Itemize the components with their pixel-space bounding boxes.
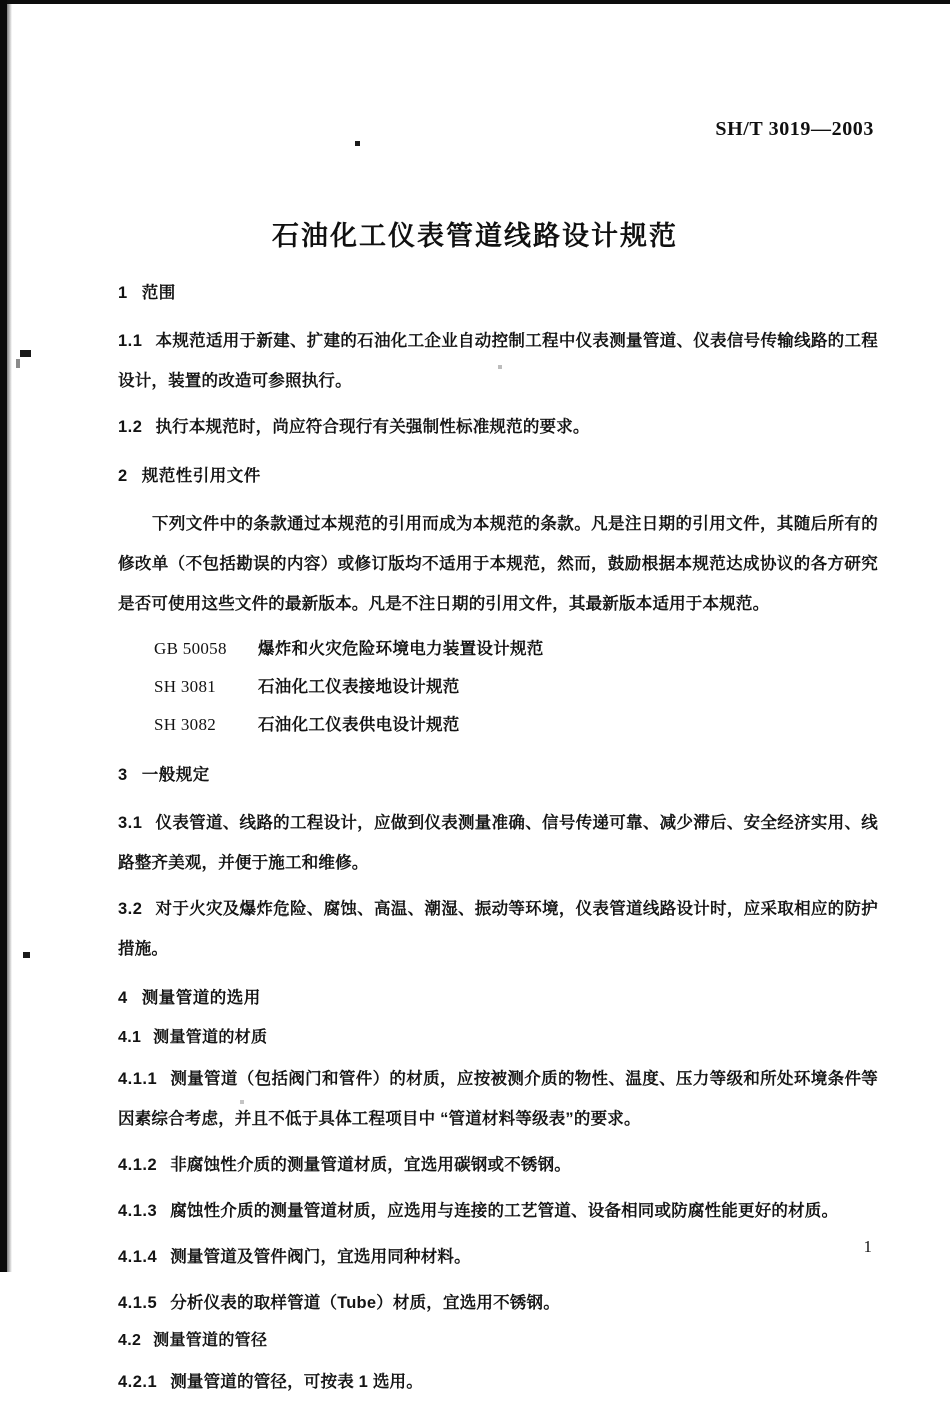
section-number-2: 2: [118, 467, 128, 486]
paragraph-1-1: [118, 321, 878, 401]
section-number-4: 4: [118, 989, 128, 1008]
clause-text-4-1-2: 非腐蚀性介质的测量管道材质，宜选用碳钢或不锈钢。: [170, 1156, 572, 1175]
clause-number-4-1-5: 4.1.5: [118, 1294, 158, 1313]
reference-item: [118, 668, 878, 706]
reference-item: [118, 630, 878, 668]
clause-number-4-1-4: 4.1.4: [118, 1248, 158, 1267]
page-number: 1: [863, 1237, 872, 1256]
clause-text-4-1-4: 测量管道及管件阀门，宜选用同种材料。: [170, 1248, 471, 1267]
paragraph-4-1-4: [118, 1237, 878, 1277]
clause-number-1-2: 1.2: [118, 418, 143, 437]
paragraph-4-1-3: [118, 1191, 878, 1231]
section-number-1: 1: [118, 284, 128, 302]
reference-item: [118, 706, 878, 744]
paragraph-4-2-1: [118, 1362, 878, 1402]
clause-number-3-1: 3.1: [118, 814, 143, 833]
paragraph-4-1-1: [118, 1059, 878, 1139]
subsection-heading-4-2: [118, 1329, 878, 1353]
document-body: [118, 282, 878, 1408]
clause-text-3-2: 对于火灾及爆炸危险、腐蚀、高温、潮湿、振动等环境，仪表管道线路设计时，应采取相应的防护措施。: [118, 900, 878, 959]
reference-name: 石油化工仪表接地设计规范: [258, 678, 460, 697]
paragraph-3-1: [118, 803, 878, 883]
section-number-3: 3: [118, 766, 128, 785]
clause-text-3-1: 仪表管道、线路的工程设计，应做到仪表测量准确、信号传递可靠、减少滞后、安全经济实用、线路整齐美观，并便于施工和维修。: [118, 814, 878, 873]
section-heading-3: [118, 764, 878, 787]
paragraph-3-2: [118, 889, 878, 969]
clause-text-1-1: 本规范适用于新建、扩建的石油化工企业自动控制工程中仪表测量管道、仪表信号传输线路的工程设计，装置的改造可参照执行。: [118, 332, 878, 391]
section-title-2: 规范性引用文件: [141, 467, 261, 486]
clause-text-4-1-5: 分析仪表的取样管道（Tube）材质，宜选用不锈钢。: [170, 1294, 560, 1313]
section-heading-4: [118, 987, 878, 1010]
reference-code: GB 50058: [154, 639, 227, 659]
subsection-title-4-2: 测量管道的管径: [153, 1332, 268, 1350]
clause-number-3-2: 3.2: [118, 900, 143, 919]
section-title-3: 一般规定: [141, 766, 210, 785]
clause-number-4-1-1: 4.1.1: [118, 1070, 158, 1089]
clause-number-4-2-1: 4.2.1: [118, 1373, 158, 1392]
clause-number-4-1-3: 4.1.3: [118, 1202, 158, 1221]
paragraph-2-intro: 下列文件中的条款通过本规范的引用而成为本规范的条款。凡是注日期的引用文件，其随后所有的修改单（不包括勘误的内容）或修订版均不适用于本规范，然而，鼓励根据本规范达成协议的各方研究是否可使用这些文件的最新版本。凡是不注日期的引用文件，其最新版本适用于本规范。: [118, 515, 878, 614]
standard-code-header: SH/T 3019—2003: [715, 118, 874, 140]
clause-text-4-1-1: 测量管道（包括阀门和管件）的材质，应按被测介质的物性、温度、压力等级和所处环境条件等因素综合考虑，并且不低于具体工程项目中 “管道材料等级表”的要求。: [118, 1070, 878, 1129]
clause-text-4-2-1: 测量管道的管径，可按表 1 选用。: [170, 1373, 423, 1392]
paragraph-4-1-2: [118, 1145, 878, 1185]
subsection-number-4-2: 4.2: [118, 1332, 142, 1350]
section-heading-1: [118, 282, 878, 305]
clause-number-1-1: 1.1: [118, 332, 143, 351]
clause-number-4-1-2: 4.1.2: [118, 1156, 158, 1175]
paragraph-4-1-5: [118, 1283, 878, 1323]
clause-text-1-2: 执行本规范时，尚应符合现行有关强制性标准规范的要求。: [155, 418, 590, 437]
reference-code: SH 3082: [154, 715, 217, 735]
subsection-number-4-1: 4.1: [118, 1029, 142, 1047]
subsection-heading-4-1: [118, 1026, 878, 1050]
paragraph-1-2: [118, 407, 878, 447]
section-heading-2: [118, 465, 878, 488]
reference-name: 爆炸和火灾危险环境电力装置设计规范: [258, 640, 544, 659]
reference-code: SH 3081: [154, 677, 217, 697]
section-title-4: 测量管道的选用: [141, 989, 261, 1008]
reference-name: 石油化工仪表供电设计规范: [258, 716, 460, 735]
clause-text-4-1-3: 腐蚀性介质的测量管道材质，应选用与连接的工艺管道、设备相同或防腐性能更好的材质。: [170, 1202, 839, 1221]
page-title: 石油化工仪表管道线路设计规范: [272, 221, 678, 252]
normative-reference-list: [118, 630, 878, 744]
section-title-1: 范围: [141, 284, 176, 302]
subsection-title-4-1: 测量管道的材质: [153, 1029, 268, 1047]
